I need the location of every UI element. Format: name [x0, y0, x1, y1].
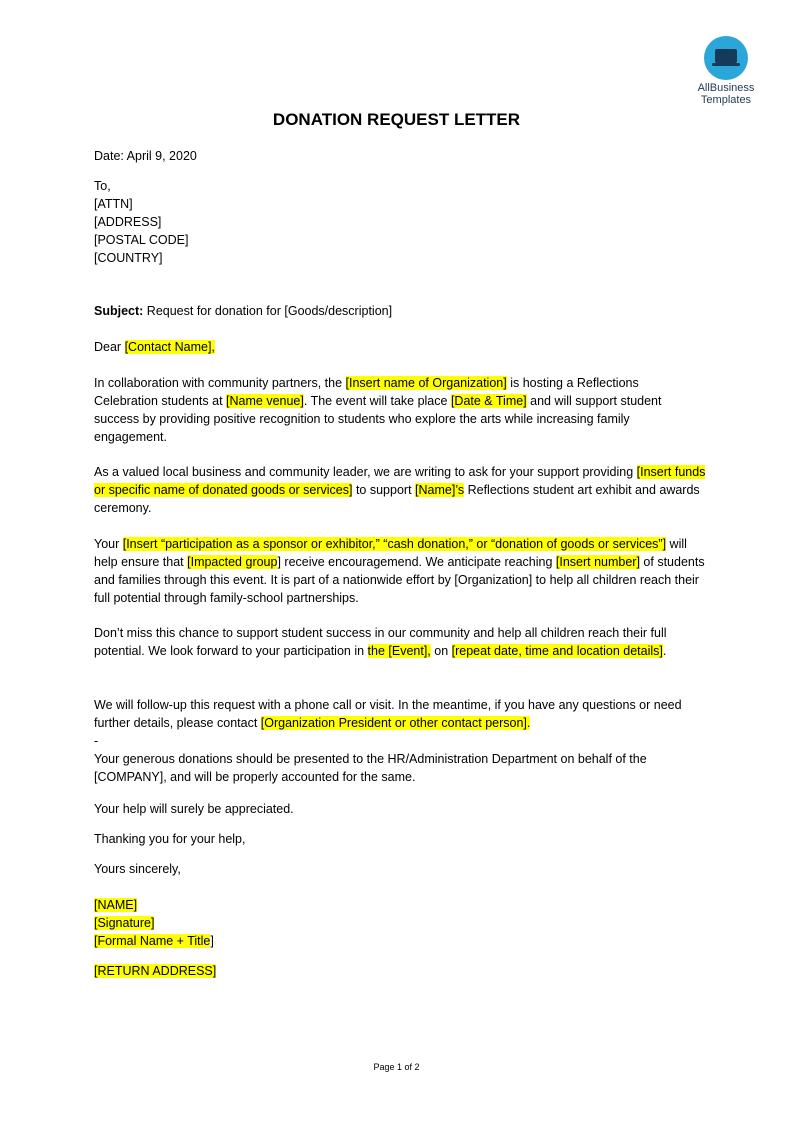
- placeholder-contact-name: [Contact Name],: [124, 340, 215, 354]
- closing-thanks: Thanking you for your help,: [94, 832, 246, 846]
- address-line: [POSTAL CODE]: [94, 233, 189, 247]
- closing-sincerely: Yours sincerely,: [94, 862, 181, 876]
- address-line: [COUNTRY]: [94, 251, 163, 265]
- placeholder-donated-goods: [Insert funds or specific name of donated goods or services]: [94, 465, 706, 497]
- placeholder-organization: [Insert name of Organization]: [345, 376, 507, 390]
- address-line: To,: [94, 179, 111, 193]
- paragraph-3: Your [Insert “participation as a sponsor or exhibitor,” “cash donation,” or “donation of goods or services”] will help ensure that [Impacted group] receive encouragemend. We anticipate reaching [Insert number] of students and families through this event. It is part of a nationwide effort by [Organization] to help all children reach their full potential through family-school partnerships.: [94, 537, 705, 605]
- placeholder-participation-type: [Insert “participation as a sponsor or exhibitor,” “cash donation,” or “donation of goods or services”]: [122, 537, 667, 551]
- closing-appreciation: Your help will surely be appreciated.: [94, 802, 294, 816]
- page-number: Page 1 of 2: [373, 1062, 420, 1072]
- document-title: DONATION REQUEST LETTER: [272, 110, 521, 129]
- signature-block: [NAME] [Signature] [Formal Name + Title]: [94, 898, 214, 948]
- placeholder-name: [Name]’s: [415, 483, 465, 497]
- paragraph-5: We will follow-up this request with a phone call or visit. In the meantime, if you have any questions or need further details, please contact [Organization President or other contact person]. - Your generous donations should be presented to the HR/Administration Department on behalf of the [COMPANY], and will be properly accounted for the same.: [94, 698, 682, 784]
- logo-text: AllBusiness Templates: [697, 82, 755, 106]
- laptop-icon: [704, 36, 748, 80]
- allbusiness-templates-logo: [692, 36, 760, 106]
- paragraph-2: As a valued local business and community leader, we are writing to ask for your support providing [Insert funds or specific name of donated goods or services] to support [Name]’s Reflections student art exhibit and awards ceremony.: [94, 465, 706, 515]
- subject-line: Subject: Request for donation for [Goods/description]: [94, 304, 393, 318]
- date-line: Date: April 9, 2020: [94, 149, 197, 163]
- recipient-address: [94, 177, 706, 267]
- placeholder-contact-person: [Organization President or other contact person].: [260, 716, 531, 730]
- placeholder-return-address: [RETURN ADDRESS]: [94, 964, 217, 978]
- address-line: [ADDRESS]: [94, 215, 162, 229]
- placeholder-signer-name: [NAME]: [94, 898, 138, 912]
- address-line: [ATTN]: [94, 197, 133, 211]
- placeholder-formal-name: [Formal Name + Title: [94, 934, 211, 948]
- paragraph-4: Don’t miss this chance to support student success in our community and help all children reach their full potential. We look forward to your participation in the [Event], on [repeat date, time and location details].: [94, 626, 667, 658]
- salutation: Dear [Contact Name],: [94, 340, 215, 354]
- placeholder-impacted-group: [Impacted group: [187, 555, 278, 569]
- placeholder-date-time: [Date & Time]: [450, 394, 527, 408]
- placeholder-event-details: [repeat date, time and location details]: [451, 644, 663, 658]
- return-address: [94, 962, 706, 980]
- placeholder-venue: [Name venue]: [226, 394, 304, 408]
- paragraph-1: In collaboration with community partners, the [Insert name of Organization] is hosting a Reflections Celebration students at [Name venue]. The event will take place [Date & Time] and will support student success by providing positive recognition to students who explore the arts while increasing family engagement.: [94, 376, 662, 444]
- placeholder-signature: [Signature]: [94, 916, 155, 930]
- placeholder-number: [Insert number]: [555, 555, 640, 569]
- placeholder-event: the [Event],: [367, 644, 431, 658]
